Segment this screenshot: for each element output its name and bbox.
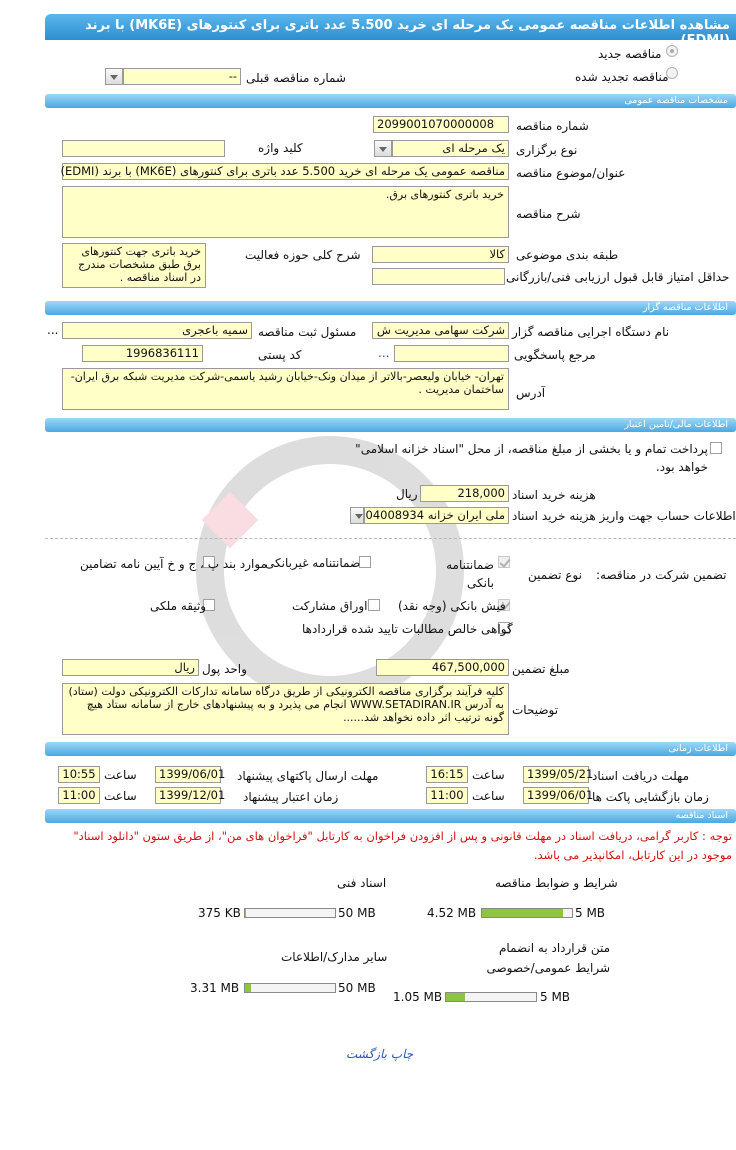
- timing-section-header: اطلاعات زمانی: [45, 742, 736, 756]
- subject-field: مناقصه عمومی یک مرحله ای خرید 5.500 عدد باتری برای کنتورهای (MK6E) با برند (EDMI): [62, 163, 509, 180]
- doc-max-size: 50 MB: [338, 981, 376, 995]
- renewed-tender-label: مناقصه تجدید شده: [575, 70, 669, 84]
- registrar-field: سمیه باعجری: [62, 322, 252, 339]
- treasury-text: پرداخت تمام و یا بخشی از مبلغ مناقصه، از محل "اسناد خزانه اسلامی" خواهد بود.: [355, 442, 708, 474]
- doc-name: اسناد فنی: [337, 876, 387, 890]
- bank-guarantee-label: ضمانتنامه بانکی: [446, 558, 494, 590]
- doc-name: سایر مدارک/اطلاعات: [281, 950, 388, 964]
- organizer-section-header: اطلاعات مناقصه گزار: [45, 301, 736, 315]
- print-back-link[interactable]: چاپ بازگشت: [346, 1047, 414, 1061]
- doc-max-size: 5 MB: [575, 906, 606, 920]
- min-score-label: حداقل امتیاز قابل قبول ارزیابی فنی/بازرگانی: [506, 270, 730, 284]
- submit-time-label: ساعت: [104, 768, 137, 782]
- chevron-down-icon[interactable]: [105, 68, 123, 85]
- guarantee-amount-field: 467,500,000: [376, 659, 509, 676]
- treasury-checkbox[interactable]: [710, 442, 722, 454]
- doc-cost-field: 218,000: [420, 485, 509, 502]
- open-time-label: ساعت: [472, 789, 505, 803]
- doc-size-progress: [244, 983, 336, 993]
- doc-name: متن قرارداد به انضمام شرایط عمومی/خصوصی: [486, 941, 610, 975]
- doc-size-progress: [445, 992, 537, 1002]
- keyword-field[interactable]: [62, 140, 225, 157]
- activity-field: خرید باتری جهت کنتورهای برق طبق مشخصات مندرج در اسناد مناقصه .: [62, 243, 206, 288]
- category-label: طبقه بندی موضوعی: [516, 248, 619, 262]
- address-field: تهران- خیابان ولیعصر-بالاتر از میدان ونک-خیابان رشید یاسمی-شرکت مدیریت شبکه برق ایران-ساختمان مدیریت .: [62, 368, 509, 410]
- progress-fill: [446, 993, 465, 1001]
- bonds-guarantee-checkbox[interactable]: [368, 599, 380, 611]
- category-field: کالا: [372, 246, 509, 263]
- subject-label: عنوان/موضوع مناقصه: [516, 166, 626, 180]
- open-date-field: 1399/06/01: [523, 787, 589, 804]
- validity-time-label: ساعت: [104, 789, 137, 803]
- account-label: اطلاعات حساب جهت واریز هزینه خرید اسناد: [512, 509, 736, 523]
- doc-size: 375 KB: [198, 906, 241, 920]
- org-name-field: شرکت سهامی مدیریت ش: [372, 322, 509, 339]
- reference-label: مرجع پاسخگویی: [514, 348, 596, 362]
- doc-max-size: 50 MB: [338, 906, 376, 920]
- submit-time-field: 10:55: [58, 766, 100, 783]
- doc-size-progress: [244, 908, 336, 918]
- notes-field: کلیه فرآیند برگزاری مناقصه الکترونیکی از طریق درگاه سامانه تدارکات الکترونیکی دولت (ستاد) به آدرس WWW.SETADIRAN.IR انجام می پذیرد و به پیشنهادهای خارج از سامانه ستاد هیچ گونه ترتیب اثر داده نخواهد شد......: [62, 683, 509, 735]
- open-envelopes-label: زمان بازگشایی پاکت ها: [592, 790, 709, 804]
- doc-cost-currency: ریال: [396, 487, 418, 501]
- doc-max-size: 5 MB: [540, 990, 571, 1004]
- chevron-down-icon[interactable]: [350, 507, 364, 524]
- receive-time-label: ساعت: [472, 768, 505, 782]
- currency-unit-field: ریال: [62, 659, 199, 676]
- doc-cost-label: هزینه خرید اسناد: [512, 488, 596, 502]
- general-section-header: مشخصات مناقصه عمومی: [45, 94, 736, 108]
- bonds-guarantee-label: اوراق مشارکت: [292, 599, 368, 613]
- receive-time-field: 16:15: [426, 766, 468, 783]
- currency-unit-label: واحد پول: [202, 662, 247, 676]
- tender-type-label: نوع برگزاری: [516, 143, 578, 157]
- notes-label: توضیحات: [512, 703, 559, 717]
- doc-size-progress: [481, 908, 573, 918]
- prev-tender-number-label: شماره مناقصه قبلی: [246, 71, 346, 85]
- article-guarantee-label: موارد بند پ ، ج و خ آیین نامه تضامین: [80, 557, 268, 571]
- activity-label: شرح کلی حوزه فعالیت: [245, 248, 361, 262]
- description-field: خرید باتری کنتورهای برق.: [62, 186, 509, 238]
- registrar-label: مسئول ثبت مناقصه: [258, 325, 357, 339]
- doc-size: 1.05 MB: [393, 990, 443, 1004]
- nonbank-guarantee-label: ضمانتنامه غیربانکی: [265, 556, 361, 570]
- doc-size: 4.52 MB: [427, 906, 477, 920]
- validity-time-field: 11:00: [58, 787, 100, 804]
- tender-type-select[interactable]: یک مرحله ای: [392, 140, 509, 157]
- page-title: مشاهده اطلاعات مناقصه عمومی یک مرحله ای خرید 5.500 عدد باتری برای کنتورهای (MK6E) با برند (EDMI): [45, 14, 736, 40]
- bank-guarantee-checkbox[interactable]: [498, 556, 510, 568]
- property-guarantee-label: وثیقه ملکی: [150, 599, 207, 613]
- tender-number-field: 2099001070000008: [373, 116, 509, 133]
- new-tender-radio[interactable]: [666, 45, 678, 57]
- open-time-field: 11:00: [426, 787, 468, 804]
- validity-date-field: 1399/12/01: [155, 787, 221, 804]
- progress-fill: [482, 909, 563, 917]
- reference-more-link[interactable]: ...: [378, 346, 390, 360]
- prev-tender-number-select[interactable]: --: [123, 68, 241, 85]
- documents-section-header: اسناد مناقصه: [45, 809, 736, 823]
- registrar-more-link[interactable]: ...: [47, 323, 59, 337]
- nonbank-guarantee-checkbox[interactable]: [359, 556, 371, 568]
- doc-name: شرایط و ضوابط مناقصه: [495, 876, 618, 890]
- description-label: شرح مناقصه: [516, 207, 581, 221]
- chevron-down-icon[interactable]: [374, 140, 392, 157]
- financial-section-header: اطلاعات مالی/تامین اعتبار: [45, 418, 736, 432]
- postal-code-field: 1996836111: [82, 345, 203, 362]
- progress-fill: [245, 909, 246, 917]
- submit-date-field: 1399/06/01: [155, 766, 221, 783]
- reference-field: [394, 345, 509, 362]
- new-tender-label: مناقصه جدید: [598, 47, 662, 61]
- divider: [45, 538, 736, 539]
- submit-offers-label: مهلت ارسال پاکتهای پیشنهاد: [237, 769, 379, 783]
- documents-notice: توجه : کاربر گرامی، دریافت اسناد در مهلت قانونی و پس از افزودن فراخوان به کارتابل "فراخوان های من"، از طریق ستون "دانلود اسناد" موجود در این کارتابل، امکانپذیر می باشد.: [73, 829, 732, 862]
- keyword-label: کلید واژه: [258, 141, 303, 155]
- guarantee-company-label: تضمین شرکت در مناقصه:: [596, 568, 727, 582]
- progress-fill: [245, 984, 251, 992]
- cash-guarantee-label: فیش بانکی (وجه نقد): [398, 599, 506, 613]
- address-label: آدرس: [516, 386, 546, 400]
- account-select[interactable]: ملی ایران خزانه 04008934: [364, 507, 509, 524]
- guarantee-type-label: نوع تضمین: [528, 568, 582, 582]
- min-score-field: [372, 268, 505, 285]
- receive-date-field: 1399/05/21: [523, 766, 589, 783]
- offer-validity-label: زمان اعتبار پیشنهاد: [243, 790, 339, 804]
- tender-number-label: شماره مناقصه: [516, 119, 589, 133]
- guarantee-amount-label: مبلغ تضمین: [512, 662, 570, 676]
- doc-size: 3.31 MB: [190, 981, 240, 995]
- org-name-label: نام دستگاه اجرایی مناقصه گزار: [512, 325, 670, 339]
- receive-docs-label: مهلت دریافت اسناد: [592, 769, 690, 783]
- postal-code-label: کد پستی: [258, 348, 302, 362]
- claims-guarantee-label: گواهی خالص مطالبات تایید شده قراردادها: [302, 622, 513, 636]
